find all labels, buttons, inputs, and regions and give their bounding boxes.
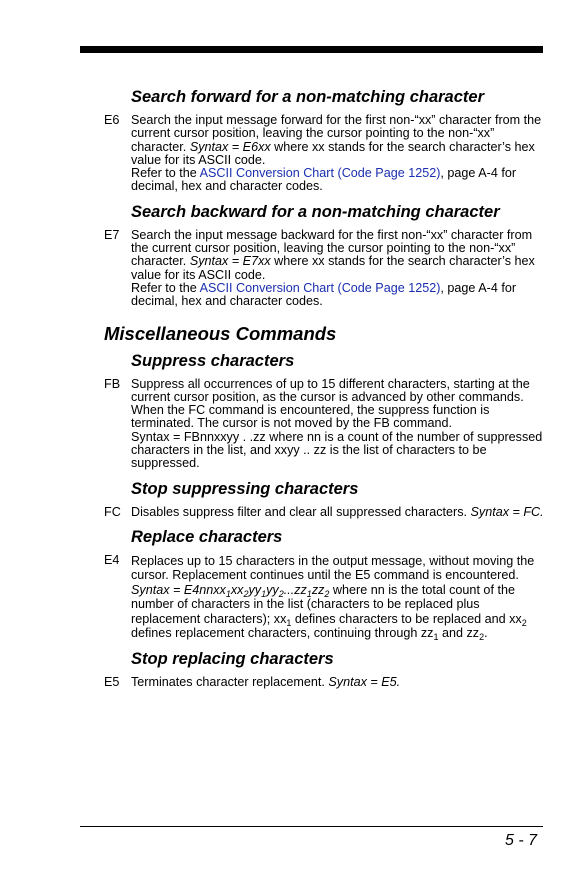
- section-title-replace: Replace characters: [131, 527, 283, 546]
- page-number: 5 - 7: [504, 832, 537, 849]
- command-code: E5: [104, 674, 120, 689]
- command-e5: [104, 676, 544, 689]
- command-code: E6: [104, 113, 120, 127]
- footer-rule: [80, 826, 543, 827]
- description-text: Search the input message forward for the first non-“xx” character from the current cursor position, leaving the cursor pointing to the non-“xx” character.: [131, 113, 542, 154]
- section-title-search-forward: Search forward for a non-matching character: [131, 88, 485, 106]
- ascii-chart-link[interactable]: ASCII Conversion Chart (Code Page 1252): [199, 166, 441, 181]
- ascii-chart-link[interactable]: ASCII Conversion Chart (Code Page 1252): [199, 280, 441, 295]
- description-text: where xx stands for the search character’s hex value for its ASCII code.: [131, 139, 535, 167]
- section-title-stop-suppressing: Stop suppressing characters: [131, 479, 359, 498]
- page-content: [104, 88, 544, 698]
- command-description: [131, 378, 544, 471]
- reference-text: , page A-4 for decimal, hex and character codes.: [131, 166, 517, 194]
- syntax-text: Syntax = FC.: [470, 504, 544, 519]
- command-code: FB: [104, 376, 121, 391]
- command-fc: [104, 506, 544, 519]
- command-description: [131, 114, 544, 194]
- description-text: Terminates character replacement.: [131, 674, 329, 689]
- command-code: E4: [104, 552, 120, 567]
- command-e6: [104, 114, 544, 194]
- command-description: [131, 506, 544, 519]
- header-rule: [80, 46, 543, 53]
- reference-text: Refer to the: [131, 280, 200, 295]
- command-e7: [104, 229, 544, 309]
- section-title-stop-replacing: Stop replacing characters: [131, 649, 334, 668]
- command-e4: [104, 554, 544, 641]
- syntax-text: Syntax = E7xx: [189, 254, 271, 269]
- description-text: Disables suppress filter and clear all suppressed characters.: [131, 504, 471, 519]
- description-text: Replaces up to 15 characters in the output message, without moving the cursor. Replacement continues until the E5 command is encountered.: [131, 553, 535, 583]
- command-description: Replaces up to 15 characters in the output message, without moving the cursor. Replacement continues until the E5 command is encountered. Syntax = $E4nnxx_1xx_2yy_1yy_2...zz_1zz_2$ where nn is the total count of the number of characters in the list (characters to be replaced plus replacement characters); $xx_1$ defines characters to be replaced and $xx_2$ defines replacement characters, continuing through $zz_1$ and $zz_2$.: [131, 553, 535, 643]
- reference-text: Refer to the: [131, 166, 200, 181]
- command-description: [131, 229, 544, 309]
- command-fb: [104, 378, 544, 471]
- syntax-text: Syntax = E5.: [328, 674, 401, 689]
- reference-text: , page A-4 for decimal, hex and character codes.: [131, 280, 517, 309]
- command-code: E7: [104, 227, 120, 242]
- description-text: where xx stands for the search character’s hex value for its ASCII code.: [131, 254, 535, 282]
- syntax-text: Syntax = E6xx: [189, 139, 271, 154]
- description-text: Suppress all occurrences of up to 15 different characters, starting at the current cursor position, as the cursor is advanced by other commands. When the FC command is encountered, the suppress function is terminated. The cursor is not moved by the FB command.: [131, 376, 530, 431]
- description-text: Search the input message backward for the first non-“xx” character from the current cursor position, leaving the cursor pointing to the non-“xx” character.: [131, 227, 533, 269]
- syntax-description: Syntax = FBnnxxyy . .zz where nn is a count of the number of suppressed characters in the list, and xxyy .. zz is the list of characters to be suppressed.: [131, 429, 543, 471]
- command-description: [131, 676, 544, 689]
- command-code: FC: [104, 504, 121, 519]
- heading-miscellaneous-commands: Miscellaneous Commands: [104, 322, 337, 344]
- section-title-search-backward: Search backward for a non-matching character: [131, 202, 500, 221]
- section-title-suppress: Suppress characters: [131, 351, 295, 370]
- syntax-text: Syntax = $E4nnxx_1xx_2yy_1yy_2...zz_1zz_2$: [131, 582, 330, 599]
